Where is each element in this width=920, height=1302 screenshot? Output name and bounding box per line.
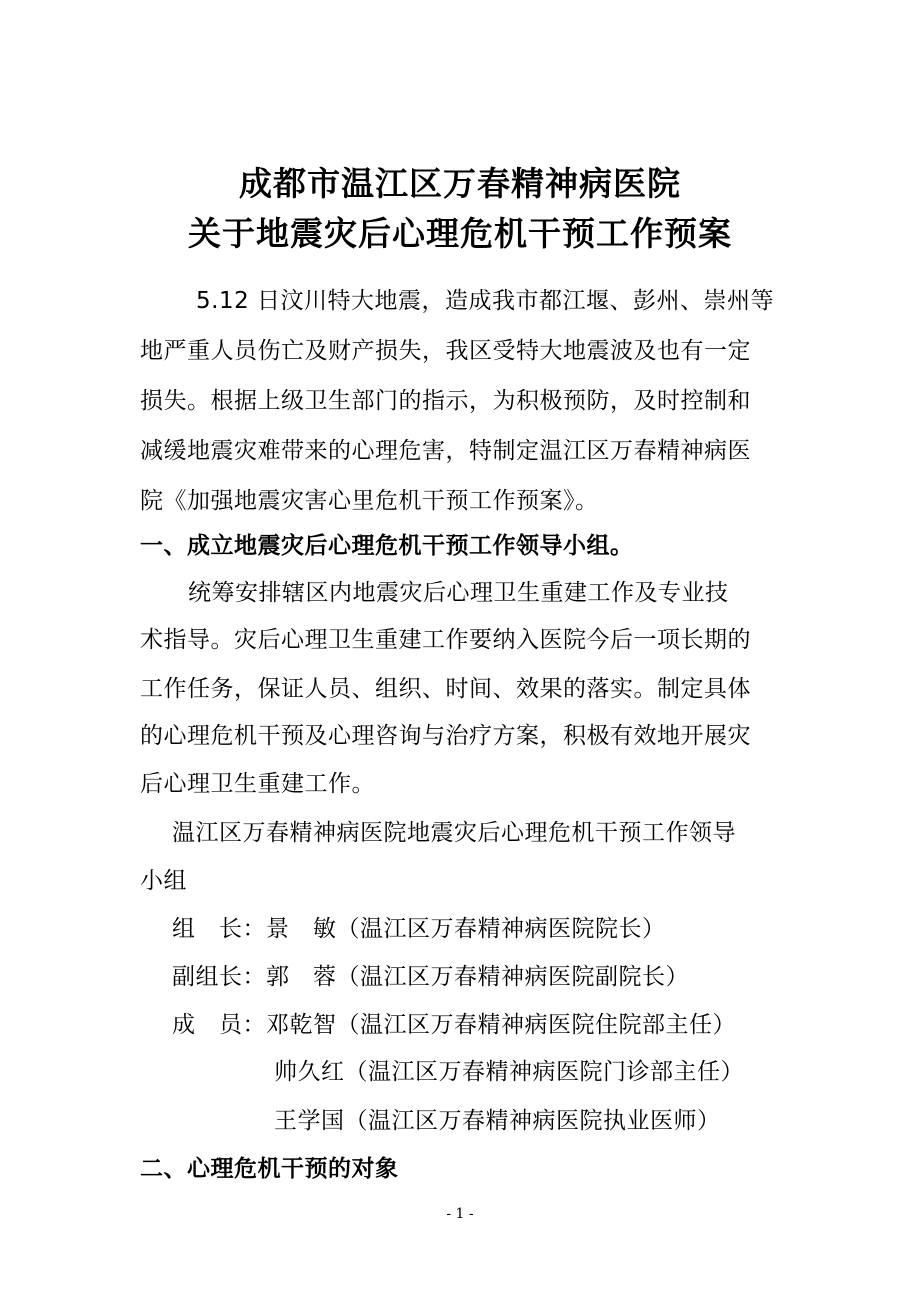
intro-line-5: 院《加强地震灾害心里危机干预工作预案》。 xyxy=(140,488,599,514)
member-1: 邓乾智（温江区万春精神病医院住院部主任） xyxy=(266,1012,736,1038)
section1-line-4: 的心理危机干预及心理咨询与治疗方案，积极有效地开展灾 xyxy=(140,723,751,749)
group-title-line-1: 温江区万春精神病医院地震灾后心理危机干预工作领导 xyxy=(172,820,736,846)
intro-line-3: 损失。根据上级卫生部门的指示，为积极预防，及时控制和 xyxy=(140,388,751,414)
group-title-line-2: 小组 xyxy=(140,868,187,894)
deputy-value: 郭 蓉（温江区万春精神病医院副院长） xyxy=(266,964,689,990)
section1-heading: 一、成立地震灾后心理危机干预工作领导小组。 xyxy=(140,533,634,559)
members-row xyxy=(172,1010,736,1040)
page-number: - 1 - xyxy=(446,1206,474,1222)
leader-label: 组 长： xyxy=(172,916,266,942)
leader-value: 景 敏（温江区万春精神病医院院长） xyxy=(266,916,666,942)
section1-line-2: 术指导。灾后心理卫生重建工作要纳入医院今后一项长期的 xyxy=(140,627,751,653)
section1-line-1: 统筹安排辖区内地震灾后心理卫生重建工作及专业技 xyxy=(188,580,729,606)
section1-line-5: 后心理卫生重建工作。 xyxy=(140,771,375,797)
deputy-label: 副组长： xyxy=(172,964,266,990)
intro-line-4: 减缓地震灾难带来的心理危害，特制定温江区万春精神病医 xyxy=(140,438,751,464)
document-title-line1: 成都市温江区万春精神病医院 xyxy=(239,164,681,203)
deputy-row xyxy=(172,962,689,992)
member-3: 王学国（温江区万春精神病医院执业医师） xyxy=(274,1108,721,1134)
member-2: 帅久红（温江区万春精神病医院门诊部主任） xyxy=(274,1059,744,1085)
section2-heading: 二、心理危机干预的对象 xyxy=(140,1156,399,1182)
document-title-line2: 关于地震灾后心理危机干预工作预案 xyxy=(188,214,732,253)
intro-line-1: 5.12 日汶川特大地震，造成我市都江堰、彭州、崇州等 xyxy=(196,288,775,314)
leader-row xyxy=(172,914,666,944)
intro-line-2: 地严重人员伤亡及财产损失，我区受特大地震波及也有一定 xyxy=(140,338,751,364)
members-label: 成 员： xyxy=(172,1012,266,1038)
section1-line-3: 工作任务，保证人员、组织、时间、效果的落实。制定具体 xyxy=(140,676,751,702)
